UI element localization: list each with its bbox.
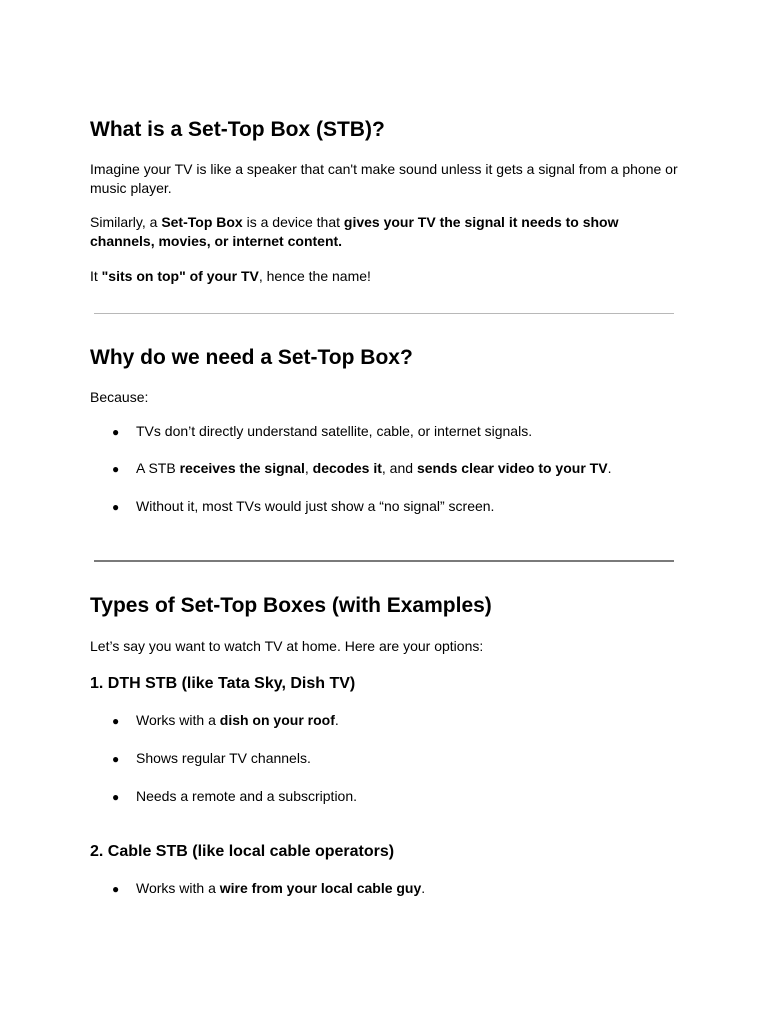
text-span: A STB xyxy=(136,460,180,476)
list-item xyxy=(112,422,532,442)
section1-paragraph-1: Imagine your TV is like a speaker that can't make sound unless it gets a signal from a phone or music player. xyxy=(90,161,678,196)
bullet-icon: ● xyxy=(112,425,120,439)
bold-span: "sits on top" of your TV xyxy=(101,268,259,284)
bold-span: Set-Top Box xyxy=(161,214,243,230)
text-span: , and xyxy=(381,460,417,476)
bullet-icon: ● xyxy=(112,462,120,476)
text-span: Similarly, a xyxy=(90,214,162,230)
subsection-heading-cable: 2. Cable STB (like local cable operators) xyxy=(90,843,395,860)
bullet-icon: ● xyxy=(112,714,120,728)
text-span: Works with a xyxy=(136,712,220,728)
bullet-icon: ● xyxy=(112,500,120,514)
section1-paragraph-3 xyxy=(90,267,680,286)
text-span: is a device that xyxy=(242,214,344,230)
bold-span: dish on your roof xyxy=(219,712,335,728)
section1-heading: What is a Set-Top Box (STB)? xyxy=(90,118,385,141)
list-item xyxy=(112,787,357,807)
bold-span: decodes it xyxy=(312,460,382,476)
bullet-icon: ● xyxy=(112,790,120,804)
bullet-icon: ● xyxy=(112,882,120,896)
bold-span: sends clear video to your TV xyxy=(416,460,608,476)
list-item xyxy=(112,879,425,899)
section1-paragraph-2 xyxy=(90,213,680,251)
section3-heading: Types of Set-Top Boxes (with Examples) xyxy=(90,594,492,617)
bold-span: wire from your local cable guy xyxy=(219,880,422,896)
text-span: , hence the name! xyxy=(258,268,371,284)
section3-intro: Let’s say you want to watch TV at home. Here are your options: xyxy=(90,638,484,654)
bullet-icon: ● xyxy=(112,752,120,766)
text-span: Works with a xyxy=(136,880,220,896)
text-span: . xyxy=(607,460,612,476)
bold-span: receives the signal xyxy=(179,460,305,476)
list-item xyxy=(112,459,611,479)
subsection-heading-dth: 1. DTH STB (like Tata Sky, Dish TV) xyxy=(90,675,356,692)
section-divider-1 xyxy=(94,313,674,314)
section2-heading: Why do we need a Set-Top Box? xyxy=(90,346,413,369)
text-span: It xyxy=(90,268,102,284)
section-divider-2 xyxy=(94,560,674,562)
list-item xyxy=(112,749,311,769)
text-span: . xyxy=(334,712,339,728)
bold-span: gives your TV the signal it needs to show channels, movies, or internet content. xyxy=(90,214,619,249)
text-span: , xyxy=(304,460,313,476)
list-item xyxy=(112,711,339,731)
text-span: . xyxy=(421,880,426,896)
list-item-text: Shows regular TV channels. xyxy=(136,750,311,766)
list-item-text: Without it, most TVs would just show a “no signal” screen. xyxy=(136,498,495,514)
section2-intro: Because: xyxy=(90,389,149,405)
list-item-text: TVs don’t directly understand satellite, cable, or internet signals. xyxy=(136,423,533,439)
list-item-text: Needs a remote and a subscription. xyxy=(136,788,358,804)
list-item xyxy=(112,497,494,517)
